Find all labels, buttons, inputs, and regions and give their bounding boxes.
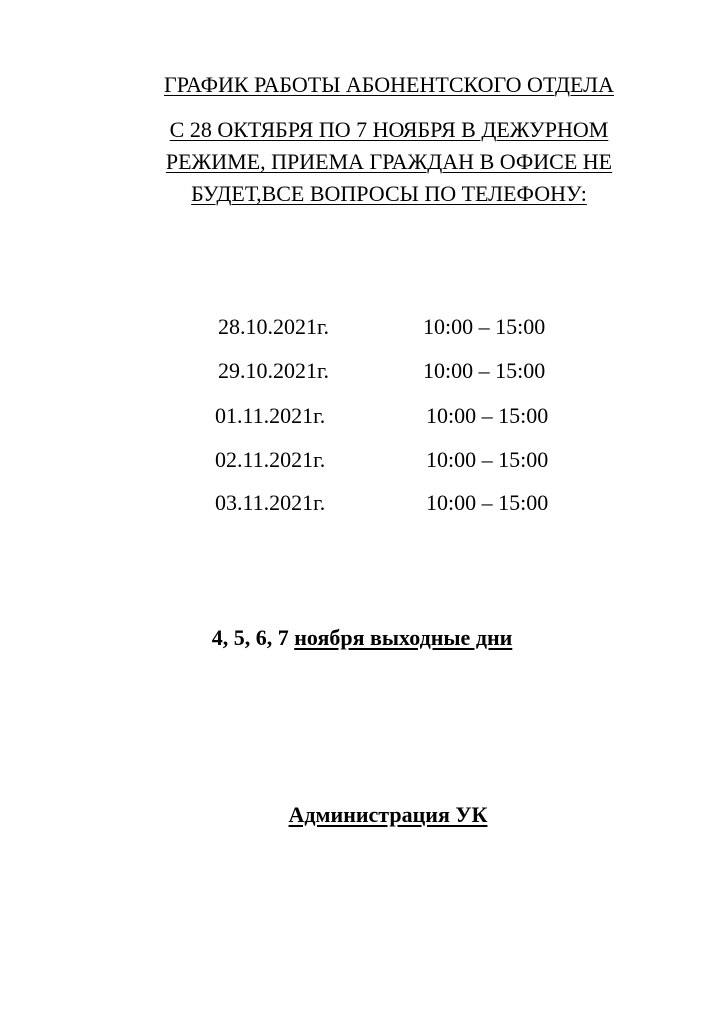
- signature: [0, 801, 724, 829]
- schedule-hours: 10:00 – 15:00: [423, 358, 546, 383]
- schedule-hours: 10:00 – 15:00: [423, 314, 546, 339]
- notice-line-text: БУДЕТ,ВСЕ ВОПРОСЫ ПО ТЕЛЕФОНУ:: [191, 181, 587, 206]
- signature-text: Администрация УК: [288, 802, 488, 827]
- schedule-title-text: ГРАФИК РАБОТЫ АБОНЕНТСКОГО ОТДЕЛА: [164, 72, 614, 97]
- notice-line: [27, 149, 724, 175]
- schedule-date: 02.11.2021г.: [215, 447, 326, 472]
- schedule-date: 01.11.2021г.: [215, 403, 326, 428]
- schedule-title: [27, 72, 724, 98]
- schedule-hours: 10:00 – 15:00: [426, 403, 549, 428]
- notice-line-text: РЕЖИМЕ, ПРИЕМА ГРАЖДАН В ОФИСЕ НЕ: [165, 149, 613, 174]
- schedule-date: 28.10.2021г.: [218, 314, 330, 339]
- schedule-date: 03.11.2021г.: [215, 490, 326, 515]
- notice-line: [27, 117, 724, 143]
- schedule-hours: 10:00 – 15:00: [426, 447, 549, 472]
- days-off-notice: [0, 624, 724, 652]
- notice-line: [27, 181, 724, 207]
- notice-line-text: С 28 ОКТЯБРЯ ПО 7 НОЯБРЯ В ДЕЖУРНОМ: [169, 117, 609, 142]
- days-off-numbers: 4, 5, 6, 7: [211, 625, 289, 650]
- schedule-date: 29.10.2021г.: [218, 358, 330, 383]
- schedule-hours: 10:00 – 15:00: [426, 490, 549, 515]
- days-off-text: ноября выходные дни: [294, 625, 513, 650]
